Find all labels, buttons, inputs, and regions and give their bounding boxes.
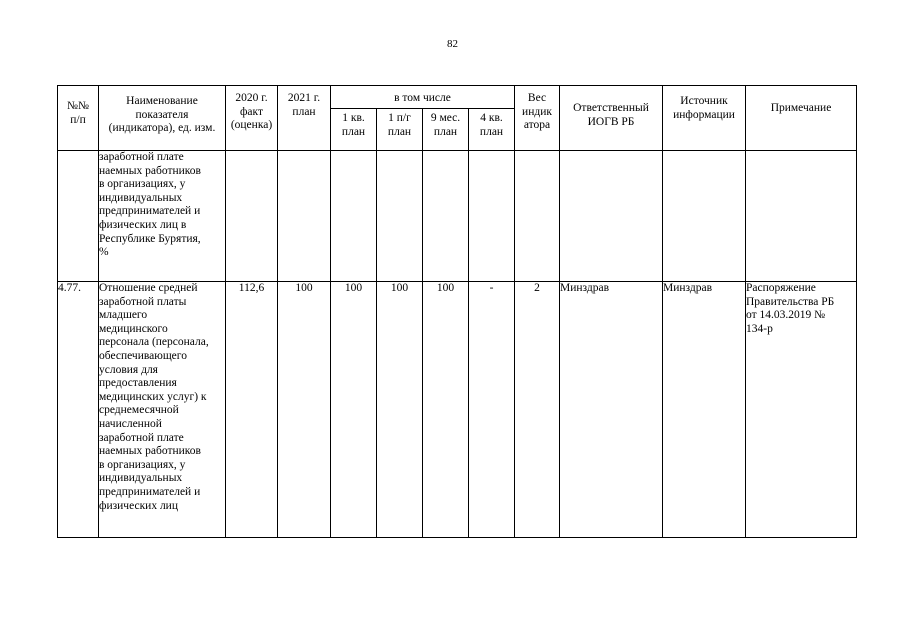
cell-source: Минздрав <box>663 282 746 538</box>
header-weight: Вес индик атора <box>515 86 560 151</box>
header-h1: 1 п/г план <box>377 109 423 151</box>
cell-plan-2021: 100 <box>278 282 331 538</box>
header-source: Источник информации <box>663 86 746 151</box>
cell-q1: 100 <box>331 282 377 538</box>
header-note: Примечание <box>746 86 857 151</box>
header-plan-2021: 2021 г. план <box>278 86 331 151</box>
cell-note <box>746 151 857 282</box>
indicator-table <box>57 85 857 538</box>
cell-num <box>58 151 99 282</box>
table-row <box>58 151 857 282</box>
header-responsible: Ответственный ИОГВ РБ <box>560 86 663 151</box>
cell-weight: 2 <box>515 282 560 538</box>
cell-m9: 100 <box>423 282 469 538</box>
cell-m9 <box>423 151 469 282</box>
cell-h1: 100 <box>377 282 423 538</box>
cell-h1 <box>377 151 423 282</box>
header-row <box>58 86 857 109</box>
cell-plan-2021 <box>278 151 331 282</box>
header-num: №№ п/п <box>58 86 99 151</box>
cell-note: Распоряжение Правительства РБ от 14.03.2019 № 134-р <box>746 282 857 538</box>
cell-q4: - <box>469 282 515 538</box>
cell-name: Отношение средней заработной платы младшего медицинского персонала (персонала, обеспечивающего условия для предоставления медицинских услуг) к среднемесячной начисленной заработной плате наемных работников в организациях, у индивидуальных предпринимателей и физических лиц <box>99 282 226 538</box>
header-fact-2020: 2020 г. факт (оценка) <box>226 86 278 151</box>
cell-weight <box>515 151 560 282</box>
header-name: Наименование показателя (индикатора), ед. изм. <box>99 86 226 151</box>
page-number: 82 <box>447 38 458 50</box>
header-m9: 9 мес. план <box>423 109 469 151</box>
cell-q1 <box>331 151 377 282</box>
header-q4: 4 кв. план <box>469 109 515 151</box>
cell-name: заработной плате наемных работников в организациях, у индивидуальных предпринимателей и физических лиц в Республике Бурятия, % <box>99 151 226 282</box>
cell-responsible <box>560 151 663 282</box>
header-including: в том числе <box>331 86 515 109</box>
cell-q4 <box>469 151 515 282</box>
cell-source <box>663 151 746 282</box>
cell-fact-2020 <box>226 151 278 282</box>
table-row <box>58 282 857 538</box>
cell-responsible: Минздрав <box>560 282 663 538</box>
header-q1: 1 кв. план <box>331 109 377 151</box>
cell-fact-2020: 112,6 <box>226 282 278 538</box>
cell-num: 4.77. <box>58 282 99 538</box>
